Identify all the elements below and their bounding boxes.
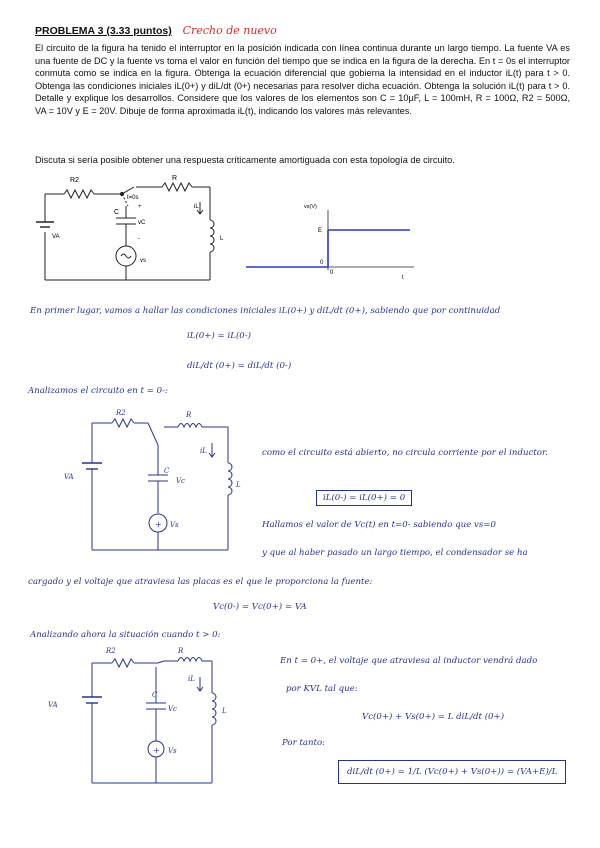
sketch2-vs-sign: +: [153, 746, 160, 755]
fig-label-vc: vC: [138, 220, 146, 226]
fig-label-vs: vs: [140, 258, 146, 264]
problem-paragraph-1: El circuito de la figura ha tenido el interruptor en la posición indicada con línea continua durante un largo tiempo. La fuente VA es una fuente de DC y la fuente vs toma el valor en función del tiempo que se indica en la figura de la derecha. En t = 0s el interruptor conmuta como se indica en la figura. Obtenga la ecuación diferencial que gobierna la intensidad en el inductor iL(t) para t > 0. Obtenga las condiciones iniciales iL(0+) y diL/dt (0+) necesarias para resolver dicha ecuación. Obtenga la solución iL(t) para t > 0. Detalle y explique los desarrollos. Considere que los valores de los elementos son C = 10μF, L = 100mH, R = 100Ω, R2 = 500Ω, VA = 10V y E = 20V. Dibuje de forma aproximada iL(t), indicando los valores más relevantes.: [35, 43, 570, 116]
solution-line-1: En primer lugar, vamos a hallar las condiciones iniciales iL(0+) y diL/dt (0+), sabiendo que por continuidad: [30, 306, 501, 316]
sketch1-label-il: iL: [200, 447, 207, 455]
sketch2-label-vs: Vs: [168, 747, 177, 755]
sketch1-label-c: C: [164, 467, 170, 475]
sketch2-label-il: iL: [188, 675, 195, 683]
graph-ylabel: vs(V): [304, 204, 317, 210]
sketch1-label-vc: Vc: [176, 477, 185, 485]
problem-paragraph-2: Discuta si sería posible obtener una respuesta críticamente amortiguada con esta topología de circuito.: [35, 155, 455, 165]
sketch1-label-vs: Vs: [170, 521, 179, 529]
solution-eq-2: diL/dt (0+) = diL/dt (0-): [187, 361, 292, 371]
fig-label-switch-time: t=0s: [127, 195, 139, 201]
therefore-label: Por tanto:: [282, 738, 326, 748]
solution-eq-6: diL/dt (0+) = 1/L (Vc(0+) + Vs(0+)) = (VA+E)/L: [338, 760, 566, 784]
vs-waveform-graph: [246, 200, 416, 282]
sketch2-label-vc: Vc: [168, 705, 177, 713]
sketch2-label-va: VA: [48, 701, 58, 709]
solution-eq-1: iL(0+) = iL(0-): [187, 331, 252, 341]
sketch2-label-l: L: [222, 707, 227, 715]
charged-line-1: y que al haber pasado un largo tiempo, el condensador se ha: [262, 548, 528, 558]
problem-circuit-figure: [30, 172, 260, 290]
sketch1-label-r2: R2: [116, 409, 126, 417]
sketch2-label-r: R: [178, 647, 184, 655]
solution-line-2: Analizamos el circuito en t = 0-:: [28, 386, 168, 396]
graph-label-zero-y: 0: [320, 260, 324, 266]
solution-eq-5: Vc(0+) + Vs(0+) = L diL/dt (0+): [362, 712, 505, 722]
sketch1-label-l: L: [236, 481, 241, 489]
solution-line-3: Analizando ahora la situación cuando t > 0:: [30, 630, 221, 640]
fig-label-minus: -: [138, 236, 140, 242]
sketch2-label-r2: R2: [106, 647, 116, 655]
fig-label-l: L: [220, 236, 224, 242]
sketch2-label-c: C: [152, 691, 158, 699]
fig-label-va: VA: [52, 234, 60, 240]
graph-label-zero-x: 0: [330, 270, 334, 276]
graph-label-t: t: [402, 275, 404, 281]
sketch1-label-r: R: [186, 411, 192, 419]
handwritten-note: Crecho de nuevo: [182, 24, 277, 37]
kvl-line-2: por KVL tal que:: [286, 684, 358, 694]
fig-label-c: C: [114, 209, 120, 216]
circuit-sketch-t-positive: [48, 645, 240, 790]
fig-label-r: R: [172, 175, 178, 182]
graph-label-e: E: [318, 228, 323, 234]
sketch1-label-va: VA: [64, 473, 74, 481]
sketch1-vs-sign: +: [155, 520, 162, 529]
problem-title-text: PROBLEMA 3 (3.33 puntos): [35, 25, 172, 37]
open-circuit-note: como el circuito está abierto, no circula corriente por el inductor.: [262, 448, 548, 458]
vc-line: Hallamos el valor de Vc(t) en t=0- sabiendo que vs=0: [262, 520, 496, 530]
solution-eq-4: Vc(0-) = Vc(0+) = VA: [213, 602, 307, 612]
fig-label-plus: +: [138, 204, 142, 210]
solution-eq-3: iL(0-) = iL(0+) = 0: [316, 490, 412, 506]
kvl-line-1: En t = 0+, el voltaje que atraviesa al inductor vendrá dado: [280, 656, 538, 666]
fig-label-il: iL: [194, 204, 199, 210]
problem-title: [35, 24, 277, 37]
charged-line-2: cargado y el voltaje que atraviesa las placas es el que le proporciona la fuente:: [28, 577, 373, 587]
circuit-sketch-t0-minus: [60, 405, 240, 555]
fig-label-r2: R2: [70, 177, 79, 184]
